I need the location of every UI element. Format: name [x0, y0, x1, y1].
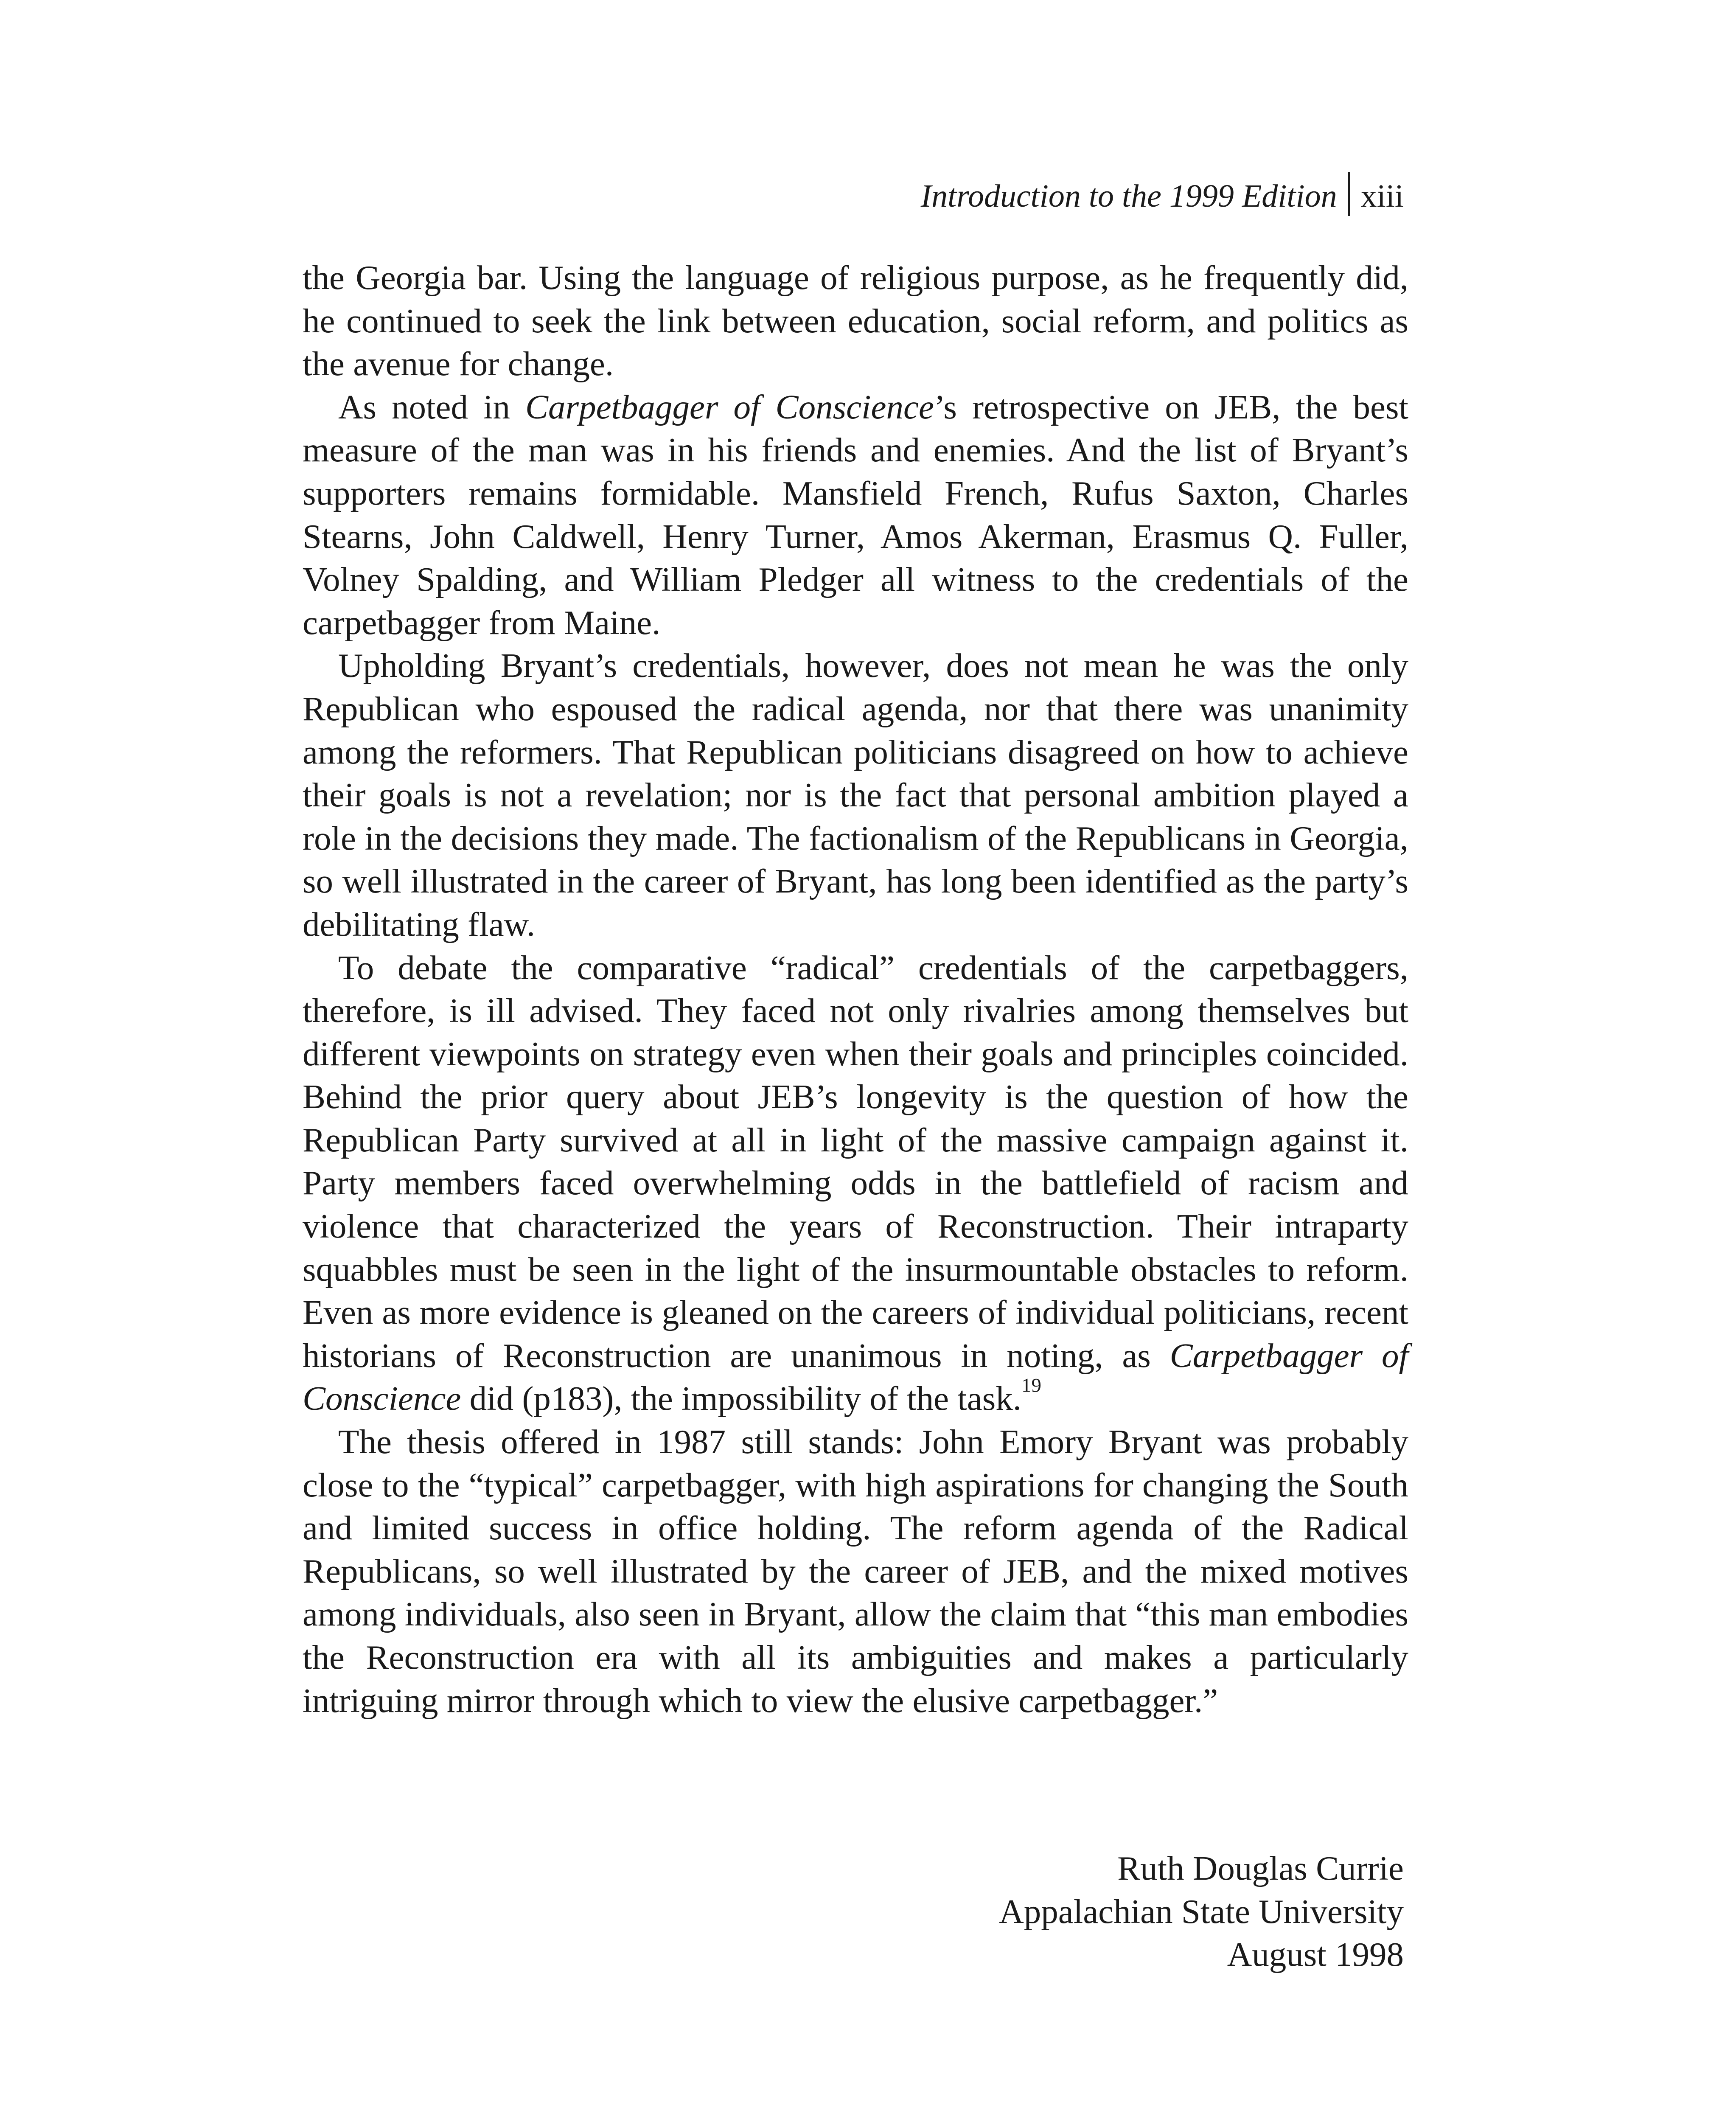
- signature-block: [999, 1847, 1404, 1976]
- page-header: [921, 172, 1404, 217]
- paragraph-4-text-b: did (p183), the impossibility of the task.: [461, 1379, 1021, 1418]
- author-institution: Appalachian State University: [999, 1892, 1404, 1931]
- signature-date: August 1998: [1227, 1935, 1404, 1974]
- paragraph-4-text-a: To debate the comparative “radical” credentials of the carpetbaggers, therefore, is ill advised. They faced not only rivalries among themselves but different viewpoints on strategy even when their goals and principles coincided. Behind the prior query about JEB’s longevity is the question of how the Republican Party survived at all in light of the massive campaign against it. Party members faced overwhelming odds in the battlefield of racism and violence that characterized the years of Reconstruction. Their intraparty squabbles must be seen in the light of the insurmountable obstacles to reform. Even as more evidence is gleaned on the careers of individual politicians, recent historians of Reconstruction are unanimous in noting, as: [303, 948, 1408, 1375]
- book-title-italic: Carpetbagger of Conscience: [525, 387, 934, 426]
- paragraph-1-text: the Georgia bar. Using the language of religious purpose, as he frequently did, he continued to seek the link between education, social reform, and politics as the avenue for change.: [303, 258, 1408, 383]
- paragraph-5: [303, 1420, 1408, 1722]
- paragraph-4: [303, 946, 1408, 1421]
- page-number: xiii: [1360, 178, 1404, 214]
- author-name: Ruth Douglas Currie: [1117, 1849, 1404, 1887]
- footnote-marker: 19: [1021, 1375, 1041, 1397]
- paragraph-2-text-a: As noted in: [338, 387, 526, 426]
- body-text: [303, 256, 1408, 1722]
- paragraph-3-text: Upholding Bryant’s credentials, however, does not mean he was the only Republican who espoused the radical agenda, nor that there was unanimity among the reformers. That Republican politicians disagreed on how to achieve their goals is not a revelation; nor is the fact that personal ambition played a role in the decisions they made. The factionalism of the Republicans in Georgia, so well illustrated in the career of Bryant, has long been identified as the party’s debilitating flaw.: [303, 646, 1408, 943]
- paragraph-5-text: The thesis offered in 1987 still stands: John Emory Bryant was probably close to the “typical” carpetbagger, with high aspirations for changing the South and limited success in office holding. The reform agenda of the Radical Republicans, so well illustrated by the career of JEB, and the mixed motives among individuals, also seen in Bryant, allow the claim that “this man embodies the Reconstruction era with all its ambiguities and makes a particularly intriguing mirror through which to view the elusive carpetbagger.”: [303, 1423, 1408, 1720]
- paragraph-1: [303, 256, 1408, 386]
- paragraph-2: [303, 386, 1408, 645]
- book-title-italic: Carpetbagger of Conscience: [303, 1336, 1408, 1418]
- running-head: Introduction to the 1999 Edition: [920, 178, 1337, 214]
- paragraph-3: [303, 644, 1408, 946]
- paragraph-2-text-b: ’s retrospective on JEB, the best measure of the man was in his friends and enemies. And the list of Bryant’s supporters remains formidable. Mansfield French, Rufus Saxton, Charles Stearns, John Caldwell, Henry Turner, Amos Akerman, Erasmus Q. Fuller, Volney Spalding, and William Pledger all witness to the credentials of the carpetbagger from Maine.: [303, 387, 1409, 642]
